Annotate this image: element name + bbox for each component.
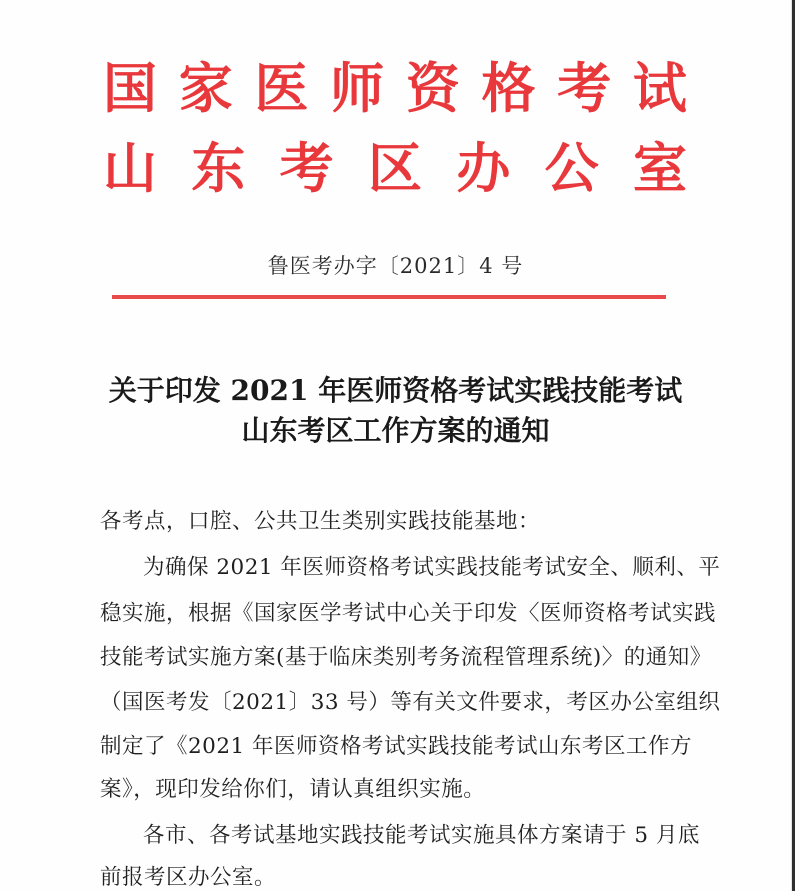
- scan-edge-border: [791, 0, 795, 891]
- issuing-org-line-1: [100, 58, 690, 118]
- org-char: 国: [103, 56, 157, 120]
- org-char: 东: [191, 136, 246, 200]
- org-char: 师: [330, 56, 385, 120]
- paragraph-1-line: 稳实施，根据《国家医学考试中心关于印发〈医师资格考试实践: [100, 601, 717, 626]
- paragraph-2-line: 前报考区办公室。: [100, 865, 277, 890]
- paragraph-1-line: 技能考试实施方案(基于临床类别考务流程管理系统)〉的通知》: [100, 645, 712, 670]
- org-char: 山: [103, 136, 157, 200]
- org-char: 室: [632, 136, 687, 200]
- org-char: 区: [367, 136, 422, 200]
- paragraph-1-line: 为确保 2021 年医师资格考试实践技能考试安全、顺利、平: [143, 555, 721, 580]
- org-char: 格: [481, 56, 536, 120]
- org-char: 试: [632, 56, 687, 120]
- document-title-line-1: 关于印发 2021 年医师资格考试实践技能考试: [108, 374, 683, 407]
- org-char: 公: [544, 136, 599, 200]
- org-char: 考: [279, 136, 334, 200]
- paragraph-1-line: 案》，现印发给你们，请认真组织实施。: [100, 777, 486, 802]
- org-char: 家: [178, 56, 233, 120]
- paragraph-2-line: 各市、各考试基地实践技能考试实施具体方案请于 5 月底: [143, 823, 700, 848]
- org-char: 资: [405, 56, 460, 120]
- org-char: 考: [557, 56, 612, 120]
- salutation: 各考点，口腔、公共卫生类别实践技能基地：: [100, 509, 541, 534]
- paragraph-1-line: （国医考发〔2021〕33 号）等有关文件要求，考区办公室组织: [100, 690, 721, 715]
- org-char: 办: [456, 136, 511, 200]
- document-number: 鲁医考办字〔2021〕4 号: [267, 254, 524, 278]
- red-header-divider: [112, 295, 666, 299]
- document-title-line-2: 山东考区工作方案的通知: [241, 414, 550, 447]
- paragraph-1-line: 制定了《2021 年医师资格考试实践技能考试山东考区工作方: [100, 734, 693, 759]
- org-char: 医: [254, 56, 309, 120]
- issuing-org-line-2: [100, 138, 690, 198]
